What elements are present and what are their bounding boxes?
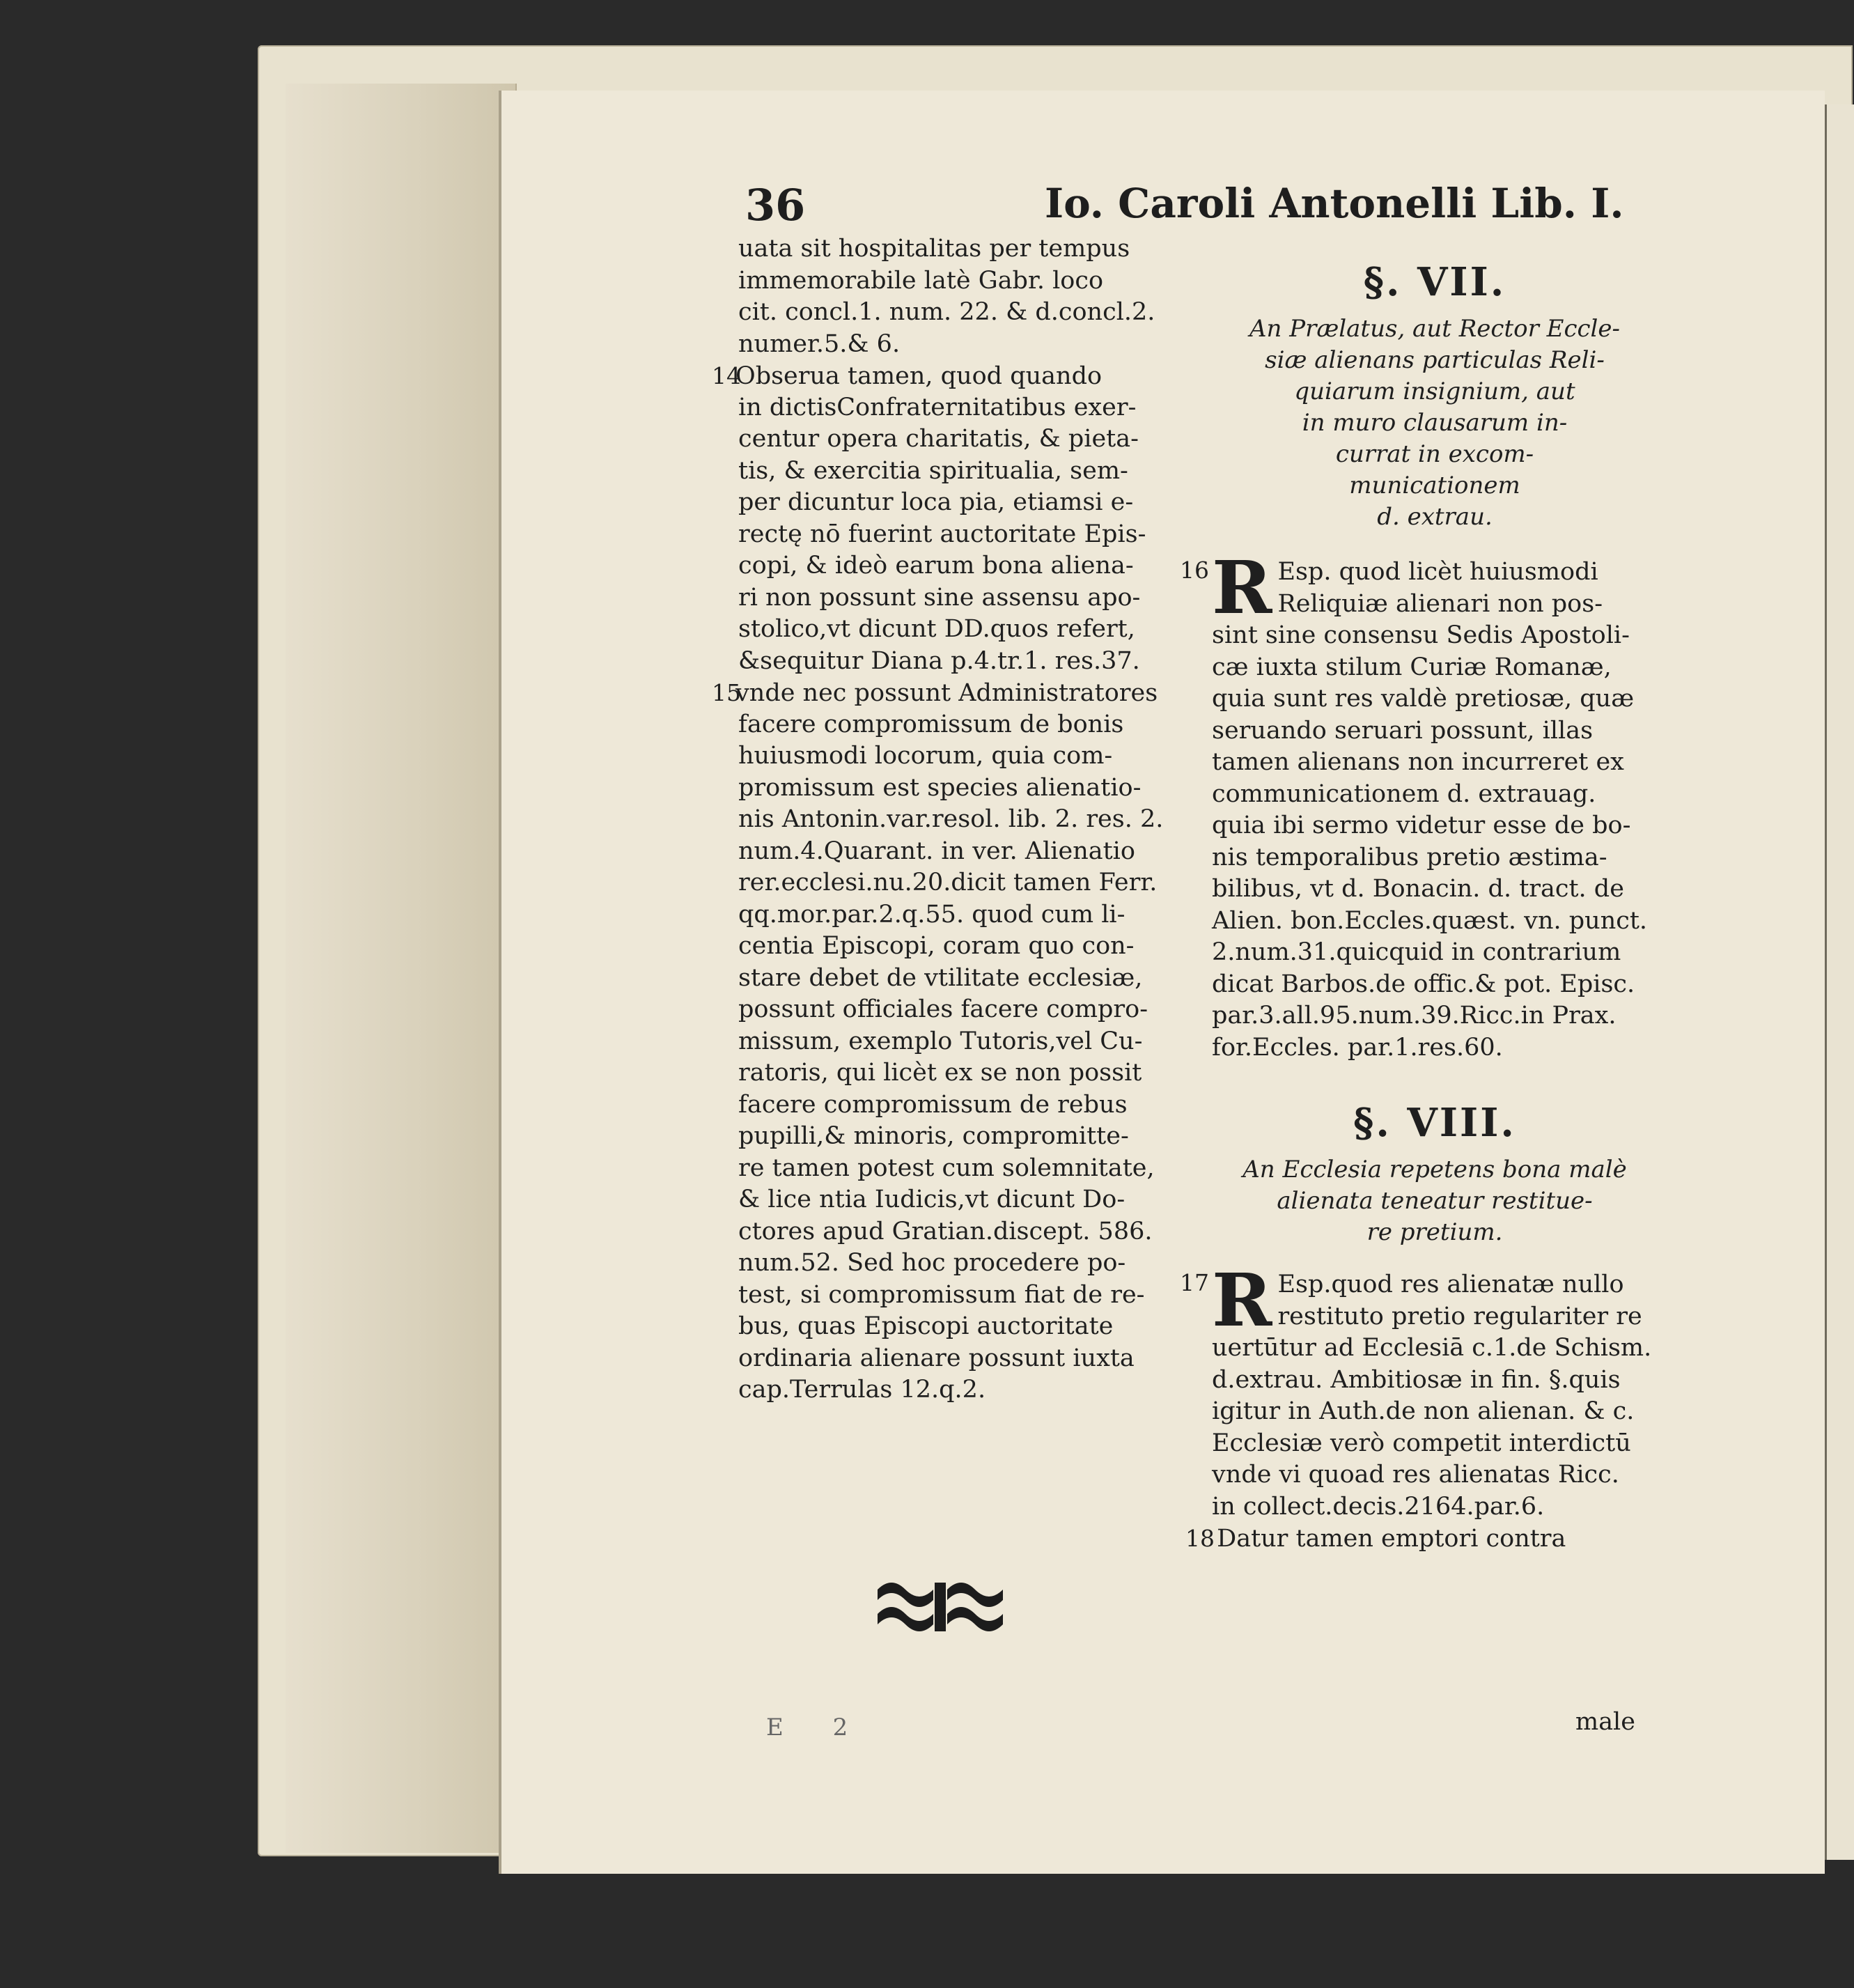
line-text: re tamen potest cum solemnitate,: [738, 1154, 1155, 1182]
text-line: [738, 867, 1184, 899]
text-line: [738, 233, 1184, 265]
drop-cap: R: [1212, 545, 1272, 630]
text-line: [712, 677, 1184, 709]
line-text: stolico,vt dicunt DD.quos refert,: [738, 615, 1135, 643]
text-line: [738, 550, 1184, 582]
text-line: [738, 1026, 1184, 1058]
text-line: par.3.all.95.num.39.Ricc.in Prax.: [1212, 1002, 1617, 1030]
text-line: d.extrau. Ambitiosæ in fin. §.quis: [1212, 1365, 1621, 1394]
line-text: Obserua tamen, quod quando: [735, 362, 1103, 390]
line-text: centur opera charitatis, & pieta-: [738, 425, 1139, 453]
text-line: Reliquiæ alienari non pos-: [1277, 589, 1603, 618]
text-line: [738, 1374, 1184, 1406]
text-line: [738, 1216, 1184, 1248]
text-line: [738, 836, 1184, 868]
line-text: centia Episcopi, coram quo con-: [738, 932, 1135, 960]
rubric-line: municationem: [1349, 472, 1520, 499]
paragraph-number: 18: [1185, 1525, 1215, 1552]
text-line: quia ibi sermo videtur esse de bo-: [1212, 811, 1631, 839]
text-line: tamen alienans non incurreret ex: [1212, 748, 1624, 776]
section-8-title: §. VIII.: [1353, 1100, 1516, 1146]
text-line: [738, 424, 1184, 456]
rubric-line: An Prælatus, aut Rector Eccle-: [1249, 315, 1621, 343]
text-line: [738, 329, 1184, 361]
line-text: missum, exemplo Tutoris,vel Cu-: [738, 1027, 1143, 1055]
paragraph-17: [1180, 1257, 1658, 1523]
text-line: [738, 646, 1184, 678]
text-line: quia sunt res valdè pretiosæ, quæ: [1212, 685, 1635, 713]
line-text: ordinaria alienare possunt iuxta: [738, 1344, 1135, 1372]
text-line: seruando seruari possunt, illas: [1212, 716, 1594, 745]
line-text: test, si compromissum fiat de re-: [738, 1280, 1145, 1309]
text-line: [738, 1153, 1184, 1185]
line-text: ratoris, qui licèt ex se non possit: [738, 1059, 1142, 1087]
rubric-line: in muro clausarum in-: [1302, 409, 1568, 437]
catchword: male: [1575, 1708, 1635, 1736]
line-text: rectę nō fuerint auctoritate Epis-: [738, 520, 1146, 548]
line-text: qq.mor.par.2.q.55. quod cum li-: [738, 900, 1125, 929]
text-line: [738, 740, 1184, 772]
text-line: dicat Barbos.de offic.& pot. Episc.: [1212, 970, 1635, 998]
paragraph-16-text: [1212, 545, 1658, 1064]
line-text: numer.5.& 6.: [738, 329, 901, 358]
line-text: ri non possunt sine assensu apo-: [738, 583, 1141, 612]
text-line: in collect.decis.2164.par.6.: [1212, 1492, 1545, 1521]
rubric-line: quiarum insignium, aut: [1294, 378, 1575, 405]
line-text: &sequitur Diana p.4.tr.1. res.37.: [738, 646, 1140, 675]
text-line: communicationem d. extrauag.: [1212, 779, 1596, 808]
text-line: [738, 1248, 1184, 1280]
line-text: vnde nec possunt Administratores: [735, 679, 1158, 707]
drop-cap: R: [1212, 1257, 1272, 1343]
text-line: [738, 963, 1184, 995]
text-line: [738, 772, 1184, 805]
text-line: restituto pretio regulariter re: [1277, 1302, 1642, 1330]
paragraph-number: 15: [712, 679, 741, 706]
page-number: 36: [745, 180, 806, 231]
left-column: [712, 233, 1184, 1406]
line-text: & lice ntia Iudicis,vt dicunt Do-: [738, 1186, 1125, 1213]
line-text: stare debet de vtilitate ecclesiæ,: [738, 963, 1143, 992]
text-line: bilibus, vt d. Bonacin. d. tract. de: [1212, 875, 1624, 903]
rubric-line: currat in excom-: [1335, 440, 1534, 468]
text-line: for.Eccles. par.1.res.60.: [1212, 1033, 1503, 1062]
rubric-line: siæ alienans particulas Reli-: [1265, 346, 1605, 374]
text-line: [738, 1343, 1184, 1375]
text-line: igitur in Auth.de non alienan. & c.: [1212, 1397, 1635, 1425]
text-line: [738, 265, 1184, 297]
text-line: [738, 931, 1184, 963]
text-line: cæ iuxta stilum Curiæ Romanæ,: [1212, 653, 1612, 681]
line-text: uata sit hospitalitas per tempus: [738, 235, 1130, 263]
printer-ornament-icon: [871, 1576, 1010, 1638]
text-line: [738, 994, 1184, 1026]
line-text: huiusmodi locorum, quia com-: [738, 742, 1113, 770]
text-line: [712, 360, 1184, 392]
text-line: [738, 297, 1184, 329]
line-text: bus, quas Episcopi auctoritate: [738, 1312, 1114, 1340]
text-line: nis temporalibus pretio æstima-: [1212, 843, 1607, 871]
text-line: [738, 392, 1184, 424]
text-line: [738, 899, 1184, 931]
text-line: [738, 1057, 1184, 1089]
rubric-line: re pretium.: [1366, 1218, 1503, 1246]
section-7-rubric: [1212, 313, 1658, 533]
line-text: rer.ecclesi.nu.20.dicit tamen Ferr.: [738, 869, 1158, 896]
rubric-line: alienata teneatur restitue-: [1277, 1187, 1593, 1215]
text-line: Esp. quod licèt huiusmodi: [1277, 558, 1598, 586]
paragraph-number: 16: [1180, 557, 1209, 584]
section-7-title: §. VII.: [1363, 259, 1506, 305]
text-line: [738, 456, 1184, 488]
line-text: pupilli,& minoris, compromitte-: [738, 1122, 1129, 1150]
text-line: [738, 519, 1184, 551]
text-line: Ecclesiæ verò competit interdictū: [1212, 1429, 1631, 1457]
text-line: [738, 1184, 1184, 1216]
paragraph-number: 14: [712, 362, 741, 389]
running-head: Io. Caroli Antonelli Lib. I.: [1045, 180, 1624, 227]
paragraph-17-text: [1212, 1257, 1658, 1523]
line-text: ctores apud Gratian.discept. 586.: [738, 1217, 1153, 1245]
paragraph-18-line: [1185, 1523, 1658, 1555]
text-line: [738, 582, 1184, 614]
text-line: Esp.quod res alienatæ nullo: [1277, 1271, 1624, 1298]
line-text: possunt officiales facere compro-: [738, 995, 1148, 1023]
line-text: cit. concl.1. num. 22. & d.concl.2.: [738, 298, 1155, 326]
line-text: per dicuntur loca pia, etiamsi e-: [738, 488, 1134, 516]
text-line: [738, 1280, 1184, 1312]
right-column: [1180, 251, 1658, 1555]
text-line: sint sine consensu Sedis Apostoli-: [1212, 621, 1630, 649]
text-line: Alien. bon.Eccles.quæst. vn. punct.: [1212, 906, 1648, 935]
signature-mark: E 2: [766, 1714, 869, 1741]
cover-inner-fold: [286, 84, 517, 1853]
text-line: uertūtur ad Ecclesiā c.1.de Schism.: [1212, 1334, 1652, 1362]
text-line: vnde vi quoad res alienatas Ricc.: [1212, 1461, 1619, 1489]
text-line: [738, 1311, 1184, 1343]
text-line: [738, 804, 1184, 836]
text-line: [738, 1121, 1184, 1153]
rubric-line: d. extrau.: [1377, 503, 1493, 531]
line-text: num.4.Quarant. in ver. Alienatio: [738, 837, 1135, 865]
line-text: facere compromissum de rebus: [738, 1090, 1128, 1119]
text-line: [738, 1089, 1184, 1121]
page-header: [745, 180, 1658, 231]
line-text: in dictisConfraternitatibus exer-: [738, 393, 1137, 421]
paragraph-number: 17: [1180, 1269, 1209, 1296]
line-text: facere compromissum de bonis: [738, 710, 1124, 738]
line-text: copi, & ideò earum bona aliena-: [738, 552, 1134, 580]
facing-page-edge: [1825, 104, 1854, 1860]
text-line: 2.num.31.quicquid in contrarium: [1212, 938, 1621, 966]
line-text: num.52. Sed hoc procedere po-: [738, 1249, 1126, 1277]
line-text: tis, & exercitia spiritualia, sem-: [738, 456, 1128, 485]
text-line: [738, 614, 1184, 646]
rubric-line: An Ecclesia repetens bona malè: [1243, 1156, 1627, 1183]
line-text: nis Antonin.var.resol. lib. 2. res. 2.: [738, 805, 1164, 833]
line-text: cap.Terrulas 12.q.2.: [738, 1376, 986, 1404]
line-text: immemorabile latè Gabr. loco: [738, 266, 1104, 295]
text-line: [738, 709, 1184, 741]
text-line: [738, 487, 1184, 519]
line-text: promissum est species alienatio-: [738, 773, 1142, 802]
section-8-rubric: [1212, 1154, 1658, 1248]
paragraph-16: [1180, 545, 1658, 1064]
paragraph-18-text: Datur tamen emptori contra: [1217, 1525, 1566, 1553]
